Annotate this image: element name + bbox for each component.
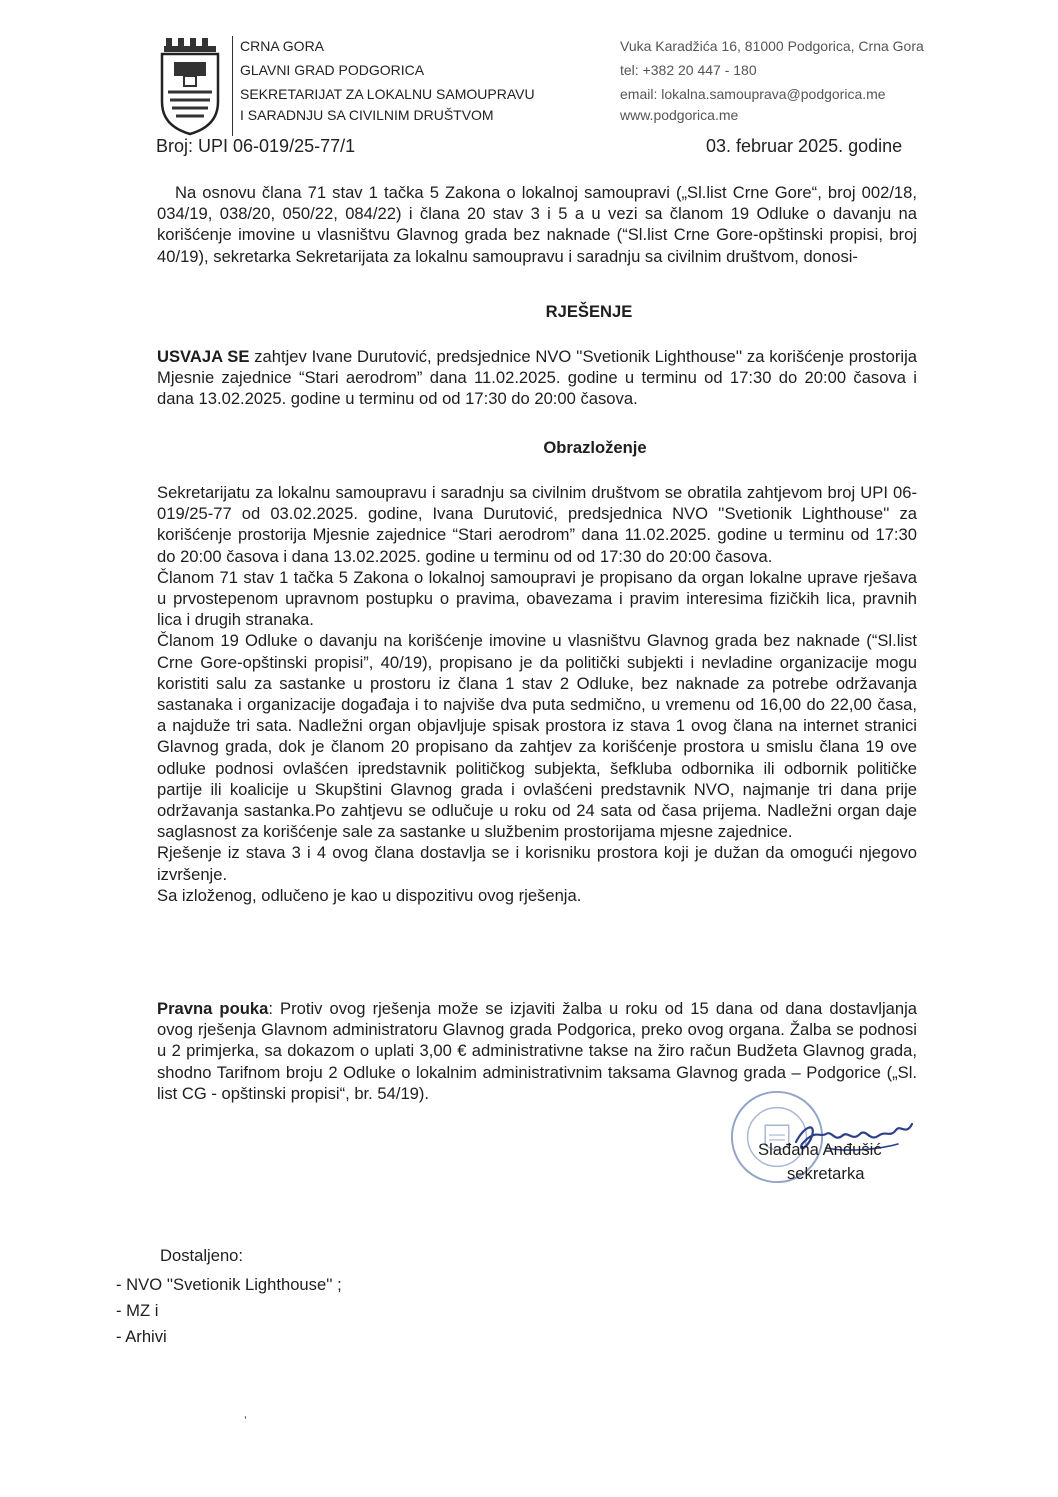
- document-date: 03. februar 2025. godine: [706, 136, 903, 156]
- decision-title: RJEŠENJE: [545, 302, 633, 321]
- reasoning-paragraph: Rješenje iz stava 3 i 4 ovog člana dostavlja se i korisniku prostora koji je dužan da omogući njegovo izvršenje.: [157, 843, 917, 884]
- reasoning-paragraph: Članom 71 stav 1 tačka 5 Zakona o lokalnoj samoupravi je propisano da organ lokalne uprave rješava u prvostepenom upravnom postupku o pravima, obavezama i pravim interesima fizičkih lica, pravnih lica i drugih stranaka.: [157, 567, 917, 630]
- org-line-secretariat-2: I SARADNJU SA CIVILNIM DRUŠTVOM: [240, 107, 494, 123]
- distribution-list: [116, 1272, 342, 1350]
- list-item: - Arhivi: [116, 1327, 167, 1346]
- org-line-city: GLAVNI GRAD PODGORICA: [240, 62, 425, 78]
- list-item: - MZ i: [116, 1301, 159, 1320]
- legal-remedy-text: : Protiv ovog rješenja može se izjaviti žalba u roku od 15 dana od dana dostavljanja ovog rješenja Glavnom administratoru Glavnog grada Podgorica, preko ovog organa. Žalba se podnosi u 2 primjerka, sa dokazom o uplati 3,00 € administrativne takse na žiro račun Budžeta Glavnog grada, shodno Tarifnom broju 2 Odluke o lokalnim administrativnim taksama Glavnog grada – Podgorice („Sl. list CG - opštinski propisi“, br. 54/19).: [157, 999, 918, 1103]
- intro-paragraph: Na osnovu člana 71 stav 1 tačka 5 Zakona o lokalnoj samoupravi („Sl.list Crne Gore“, broj 002/18, 034/19, 038/20, 050/22, 084/22) i člana 20 stav 3 i 5 a u vezi sa članom 19 Odluke o davanju na korišćenje imovine u vlasništvu Glavnog grada bez naknade (“Sl.list Crne Gore-opštinski propisi, broj 40/19), sekretarka Sekretarijata za lokalnu samoupravu i saradnju sa civilnim društvom, donosi-: [157, 183, 917, 266]
- city-crest-icon: [158, 36, 222, 136]
- reasoning-paragraph: Članom 19 Odluke o davanju na korišćenje imovine u vlasništvu Glavnog grada bez naknade (“Sl.list Crne Gore-opštinski propisi”, 40/19), propisano je da politički subjekti i nevladine organizacije mogu koristiti salu za sastanke u prostoru iz člana 1 stav 2 Odluke, bez naknade za potrebe održavanja sastanaka i organizacije događaja i to najviše dva puta sedmično, u vremenu od 16,00 do 22,00 časa, a najduže tri sata. Nadležni organ objavljuje spisak prostora iz stava 1 ovog člana na internet stranici Glavnog grada, dok je članom 20 propisano da zahtjev za korišćenje prostora u smislu člana 19 ove odluke podnosi ovlašćen ipredstavnik političkog subjekta, šefkluba odbornika ili odbornik političke partije ili koalicije u Skupštini Glavnog grada i ovlašćeni predstavnik NVO, najmanje tri dana prije održavanja sastanka.Po zahtjevu se odlučuje u roku od 24 sata od časa prijema. Nadležni organ daje saglasnost za korišćenje sale za sastanke u službenim prostorijama mjesne zajednice.: [157, 631, 917, 842]
- contact-block: [620, 36, 924, 126]
- legal-remedy-lead: Pravna pouka: [157, 999, 269, 1018]
- contact-website: www.podgorica.me: [620, 107, 739, 123]
- contact-address: Vuka Karadžića 16, 81000 Podgorica, Crna Gora: [620, 38, 924, 54]
- signatory-name: Slađana Anđušić: [758, 1140, 882, 1159]
- reasoning-title: Obrazloženje: [543, 438, 647, 457]
- decision-text: zahtjev Ivane Durutović, predsjednice NVO ''Svetionik Lighthouse'' za korišćenje prostorija Mjesnie zajednice “Stari aerodrom” dana 11.02.2025. godine u terminu od 17:30 do 20:00 časova i dana 13.02.2025. godine u terminu od od 17:30 do 20:00 časova.: [157, 347, 917, 409]
- org-line-country: CRNA GORA: [240, 38, 325, 54]
- contact-email: email: lokalna.samouprava@podgorica.me: [620, 86, 886, 102]
- document-number: Broj: UPI 06-019/25-77/1: [156, 136, 356, 156]
- reasoning-section: [157, 482, 917, 906]
- organization-block: [240, 36, 535, 126]
- org-line-secretariat: SEKRETARIJAT ZA LOKALNU SAMOUPRAVU: [240, 86, 535, 102]
- distribution-label: Dostaljeno:: [160, 1246, 244, 1265]
- decision-paragraph: [157, 346, 917, 410]
- list-item: - NVO ''Svetionik Lighthouse'' ;: [116, 1275, 342, 1294]
- reasoning-paragraph: Sekretarijatu za lokalnu samoupravu i saradnju sa civilnim društvom se obratila zahtjevom broj UPI 06-019/25-77 od 03.02.2025. godine, Ivana Durutović, predsjednica NVO ''Svetionik Lighthouse'' za korišćenje prostorija Mjesnie zajednice “Stari aerodrom” dana 11.02.2025. godine u terminu od 17:30 do 20:00 časova i dana 13.02.2025. godine u terminu od od 17:30 do 20:00 časova.: [157, 483, 917, 566]
- signatory-role: sekretarka: [787, 1164, 865, 1183]
- decision-lead: USVAJA SE: [157, 347, 250, 366]
- contact-phone: tel: +382 20 447 - 180: [620, 62, 757, 78]
- scan-mark: ʼ: [244, 1414, 247, 1428]
- reasoning-paragraph: Sa izloženog, odlučeno je kao u dispozitivu ovog rješenja.: [157, 885, 582, 905]
- header-divider: [232, 36, 233, 136]
